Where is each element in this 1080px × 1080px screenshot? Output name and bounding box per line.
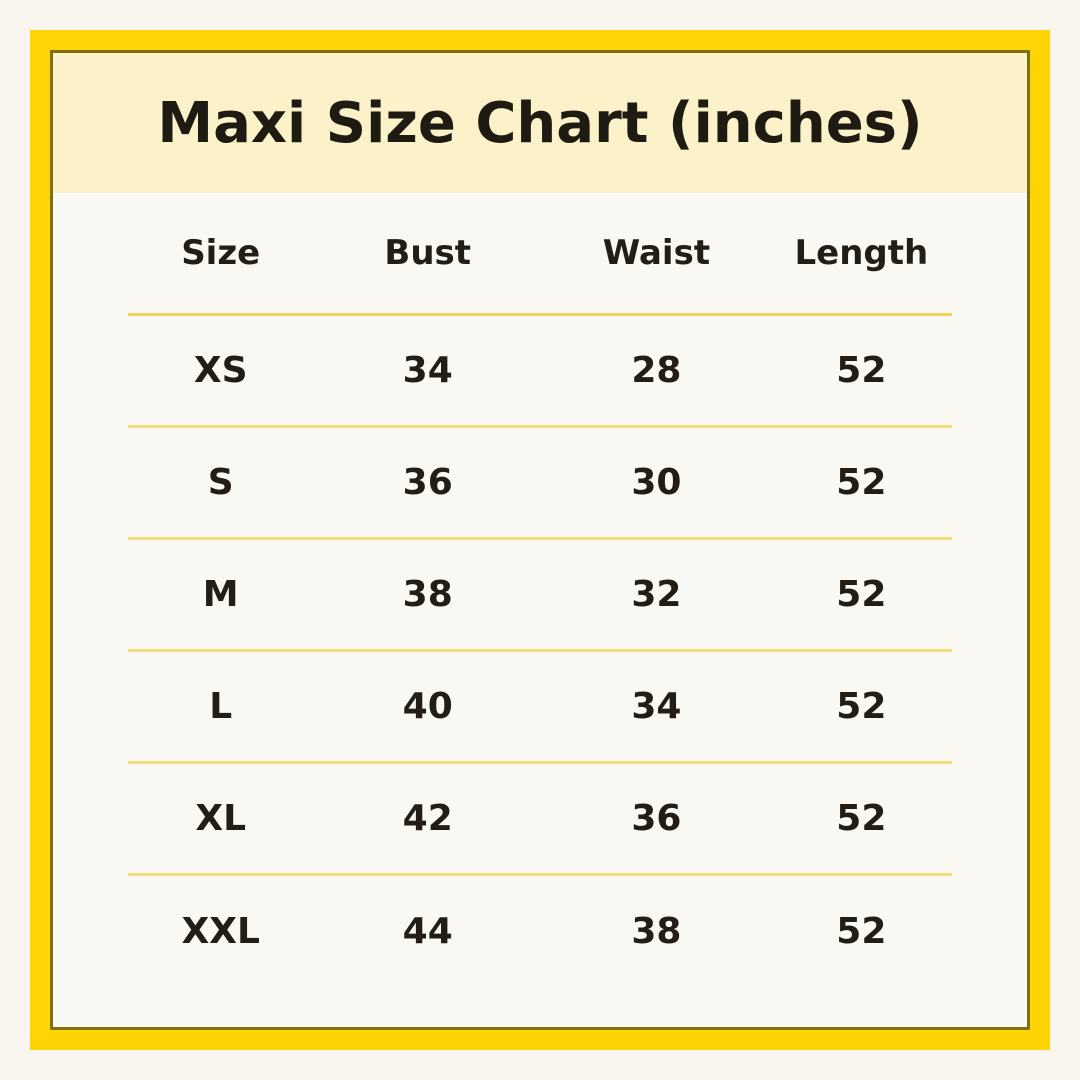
cell-length: 52	[836, 461, 887, 503]
table-row	[128, 652, 952, 764]
cell-size: XL	[195, 797, 247, 839]
cell-size: L	[209, 685, 233, 727]
table-row	[128, 428, 952, 540]
cell-length: 52	[836, 349, 887, 391]
cell-bust: 34	[402, 349, 453, 391]
cell-bust: 40	[402, 685, 453, 727]
table-row	[128, 540, 952, 652]
cell-waist: 34	[631, 685, 682, 727]
cell-bust: 36	[402, 461, 453, 503]
cell-length: 52	[836, 911, 887, 952]
cell-length: 52	[836, 797, 887, 839]
chart-title: Maxi Size Chart (inches)	[157, 90, 923, 156]
cell-size: S	[207, 461, 234, 503]
cell-waist: 28	[631, 349, 682, 391]
cell-bust: 44	[402, 911, 453, 952]
column-header-bust: Bust	[384, 233, 472, 273]
column-header-waist: Waist	[602, 233, 711, 273]
cell-waist: 32	[631, 573, 682, 615]
table-row	[128, 316, 952, 428]
cell-size: XS	[193, 349, 248, 391]
table-header-row	[128, 193, 952, 316]
yellow-frame	[30, 30, 1050, 1050]
cell-bust: 38	[402, 573, 453, 615]
cell-waist: 36	[631, 797, 682, 839]
cell-length: 52	[836, 573, 887, 615]
size-chart-panel	[50, 50, 1030, 1030]
cell-size: XXL	[181, 911, 260, 952]
cell-waist: 38	[631, 911, 682, 952]
cell-size: M	[202, 573, 239, 615]
size-table	[128, 193, 952, 1027]
table-row	[128, 764, 952, 876]
title-band	[53, 53, 1027, 193]
column-header-length: Length	[794, 233, 929, 273]
table-row	[128, 876, 952, 988]
cell-length: 52	[836, 685, 887, 727]
cell-waist: 30	[631, 461, 682, 503]
column-header-size: Size	[181, 233, 261, 273]
cell-bust: 42	[402, 797, 453, 839]
